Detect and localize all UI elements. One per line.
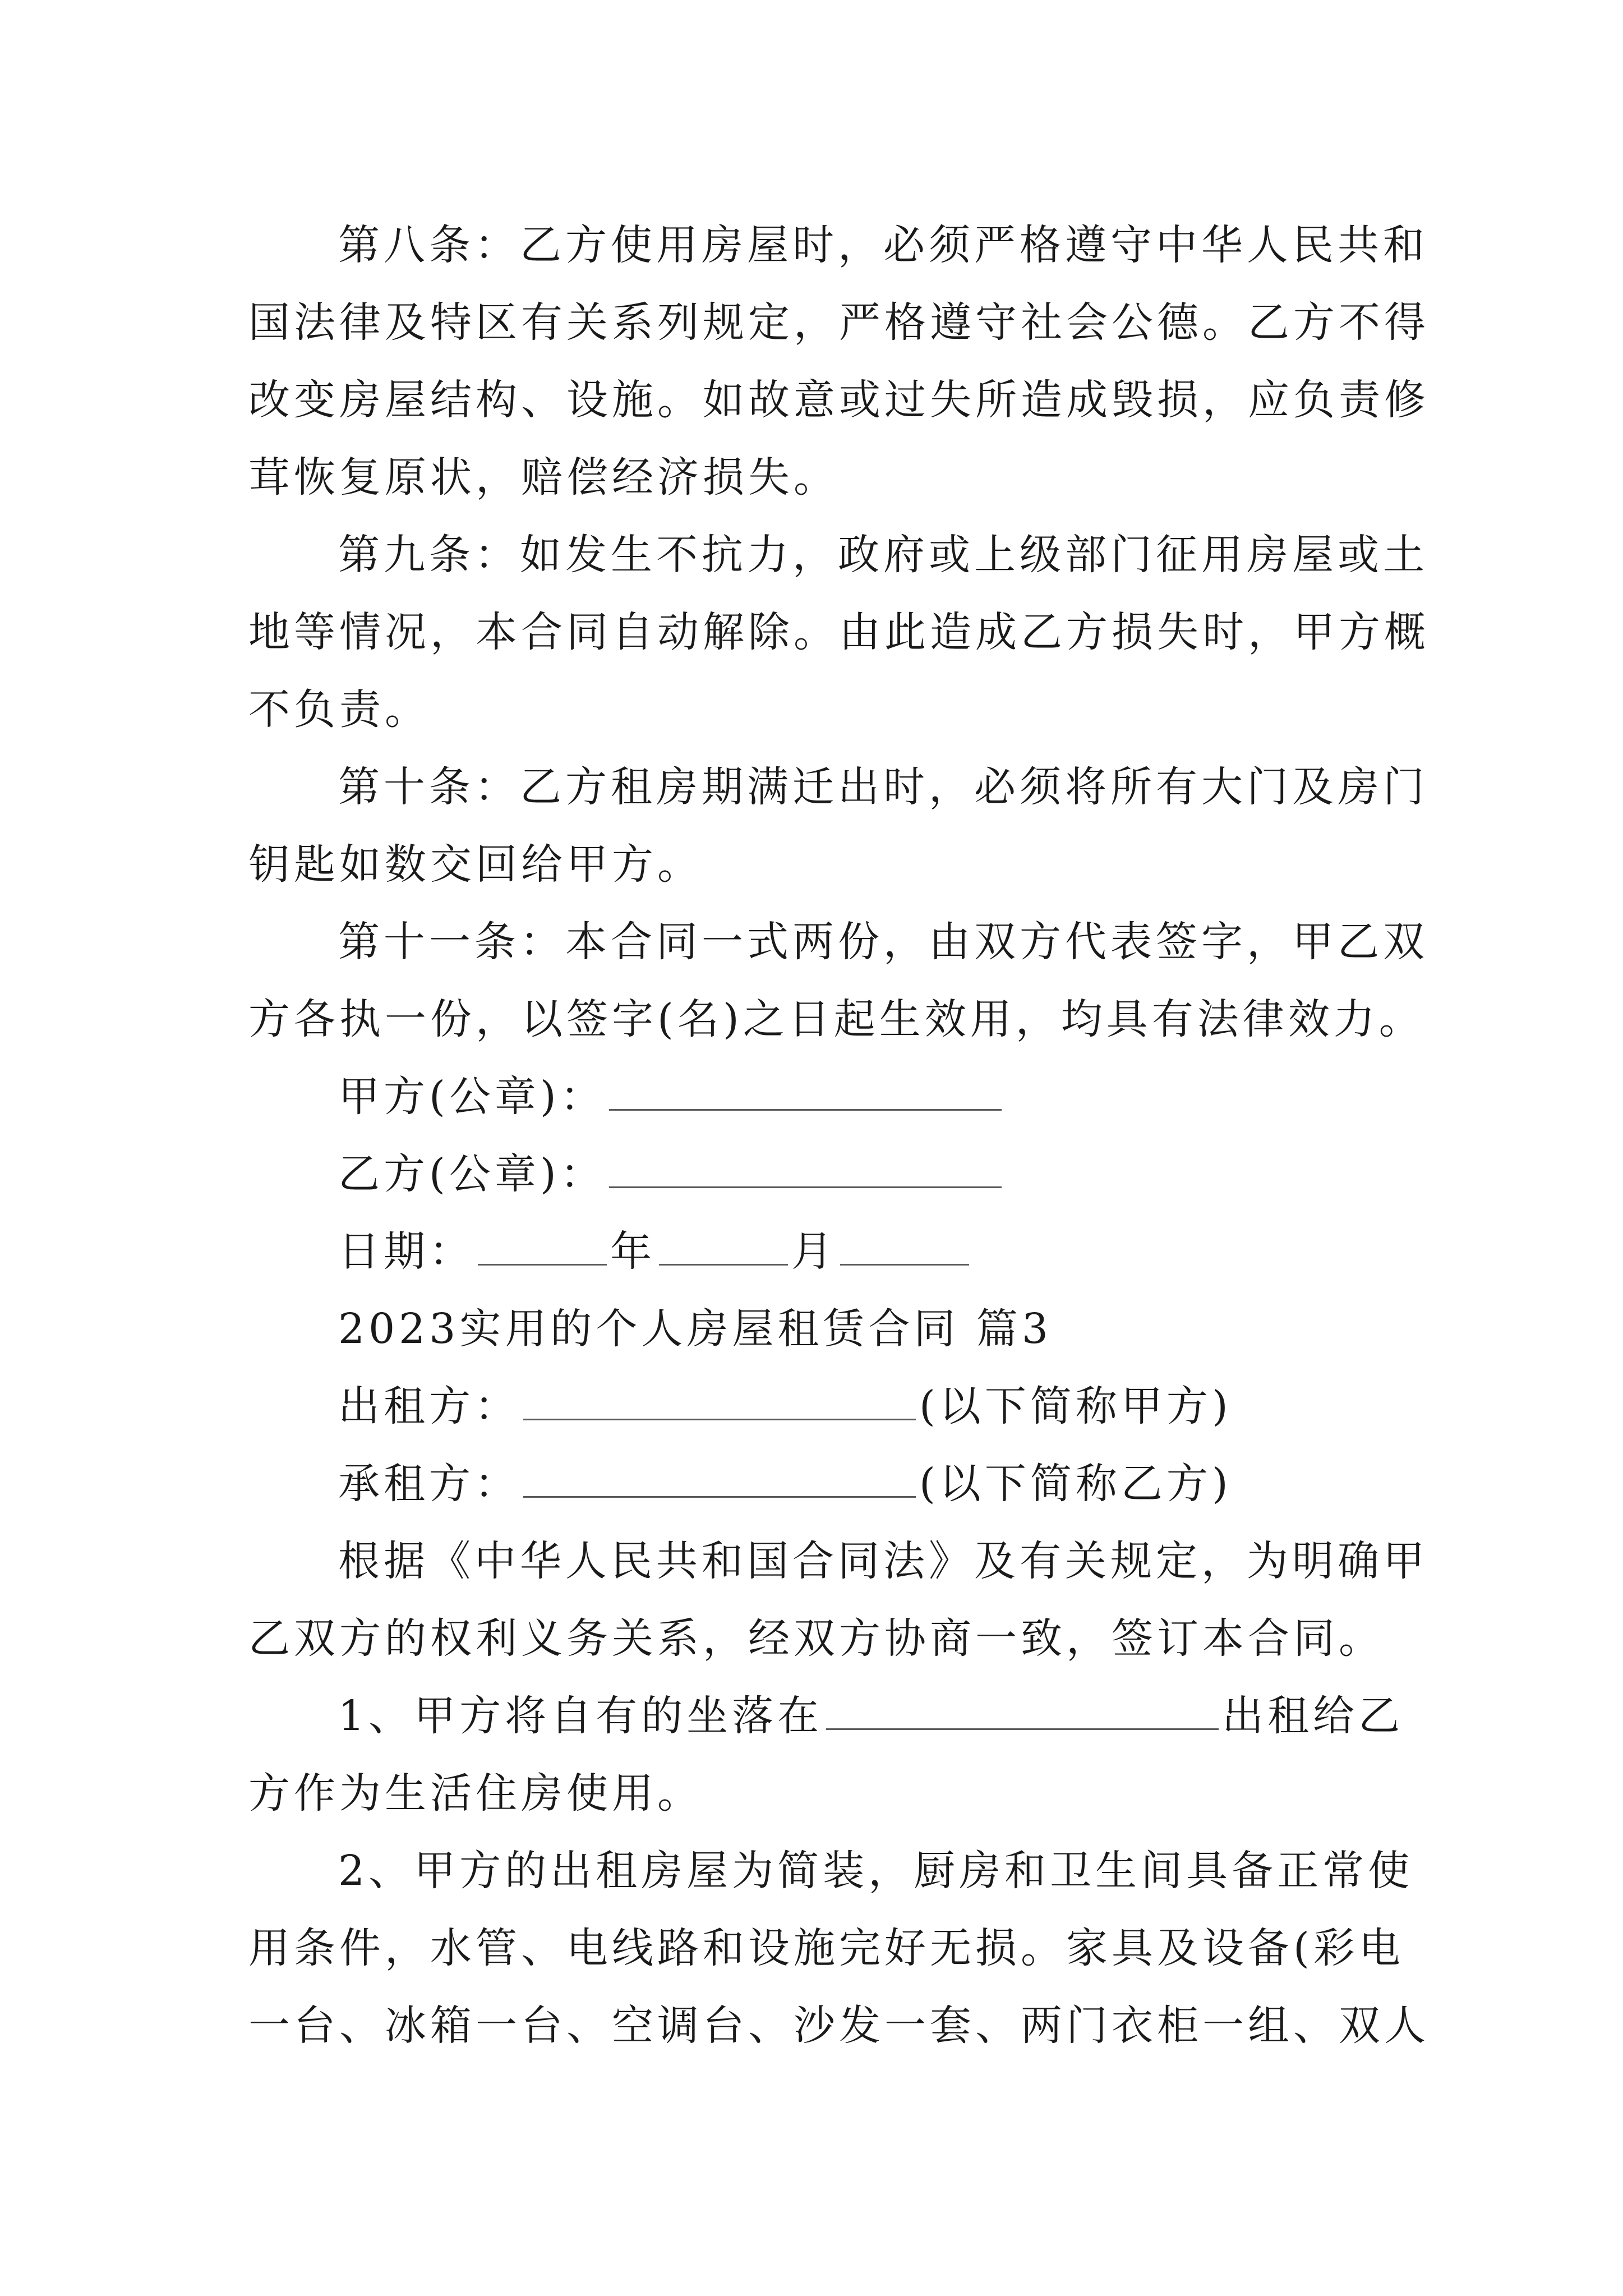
- section-heading: 2023实用的个人房屋租赁合同 篇3: [338, 1305, 1052, 1353]
- day-blank: [840, 1251, 969, 1266]
- lessee-suffix: (以下简称乙方): [919, 1460, 1232, 1508]
- article-8-line-1: 第八条：乙方使用房屋时，必须严格遵守中华人民共和: [338, 221, 1428, 269]
- intro-line-1: 根据《中华人民共和国合同法》及有关规定，为明确甲: [338, 1537, 1428, 1585]
- clause-2-line-1: 2、甲方的出租房屋为简装，厨房和卫生间具备正常使: [338, 1847, 1414, 1895]
- signature-party-a-label: 甲方(公章)：: [338, 1073, 606, 1121]
- article-9-line-3: 不负责。: [248, 685, 430, 734]
- article-8-line-2: 国法律及特区有关系列规定，严格遵守社会公德。乙方不得: [248, 298, 1430, 347]
- year-label: 年: [610, 1227, 656, 1276]
- clause-1-location-blank: [826, 1716, 1219, 1730]
- clause-1-line-1: [338, 1692, 1404, 1740]
- lessee-line: [338, 1460, 1232, 1508]
- intro-line-2: 乙双方的权利义务关系，经双方协商一致，签订本合同。: [248, 1614, 1384, 1663]
- lessor-label: 出租方：: [338, 1382, 520, 1430]
- signature-party-b-blank: [609, 1174, 1002, 1188]
- lessor-suffix: (以下简称甲方): [919, 1382, 1232, 1430]
- signature-party-a-blank: [609, 1097, 1002, 1111]
- article-8-line-4: 茸恢复原状，赔偿经济损失。: [248, 453, 839, 501]
- month-label: 月: [791, 1227, 837, 1276]
- article-11-line-1: 第十一条：本合同一式两份，由双方代表签字，甲乙双: [338, 918, 1428, 966]
- signature-party-a: [338, 1073, 1005, 1121]
- month-blank: [659, 1251, 788, 1266]
- year-blank: [478, 1251, 607, 1266]
- article-10-line-1: 第十条：乙方租房期满迁出时，必须将所有大门及房门: [338, 763, 1428, 811]
- article-9-line-1: 第九条：如发生不抗力，政府或上级部门征用房屋或土: [338, 531, 1428, 579]
- article-10-line-2: 钥匙如数交回给甲方。: [248, 840, 703, 889]
- lessor-line: [338, 1382, 1232, 1430]
- clause-1-suffix: 出租给乙: [1222, 1692, 1404, 1740]
- lessee-label: 承租方：: [338, 1460, 520, 1508]
- lessee-blank: [523, 1484, 916, 1498]
- article-8-line-3: 改变房屋结构、设施。如故意或过失所造成毁损，应负责修: [248, 376, 1430, 424]
- article-11-line-2: 方各执一份，以签字(名)之日起生效用，均具有法律效力。: [248, 995, 1424, 1043]
- date-label: 日期：: [338, 1227, 474, 1276]
- lessor-blank: [523, 1406, 916, 1420]
- signature-party-b: [338, 1150, 1005, 1198]
- signature-party-b-label: 乙方(公章)：: [338, 1150, 606, 1198]
- clause-2-line-2: 用条件，水管、电线路和设施完好无损。家具及设备(彩电: [248, 1924, 1404, 1972]
- article-9-line-2: 地等情况，本合同自动解除。由此造成乙方损失时，甲方概: [248, 608, 1430, 656]
- date-line: [338, 1227, 972, 1276]
- clause-2-line-3: 一台、冰箱一台、空调台、沙发一套、两门衣柜一组、双人: [248, 2001, 1430, 2050]
- clause-1-line-2: 方作为生活住房使用。: [248, 1769, 703, 1818]
- clause-1-prefix: 1、甲方将自有的坐落在: [338, 1692, 823, 1740]
